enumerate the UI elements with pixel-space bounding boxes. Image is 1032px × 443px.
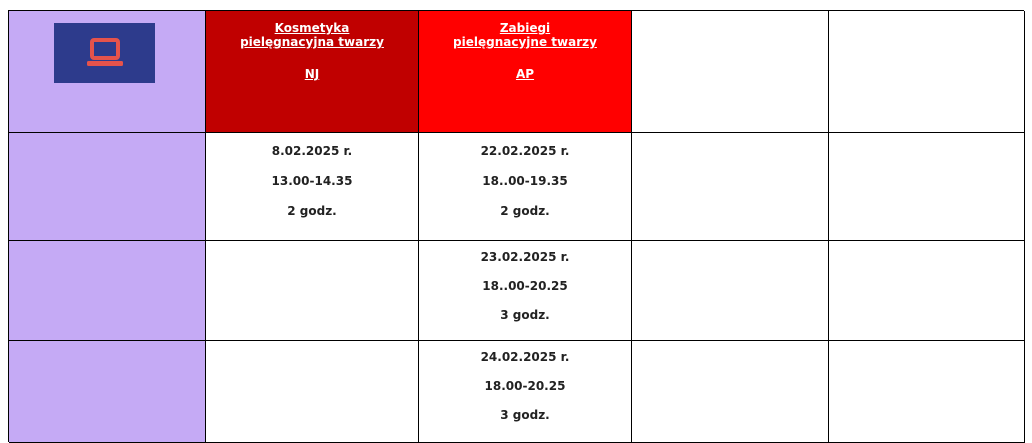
row3-course1-cell	[206, 341, 419, 443]
course1-header[interactable]	[206, 21, 418, 81]
session-hours: 3 godz.	[500, 308, 550, 322]
row1-empty-cell-4	[632, 133, 829, 241]
row3-empty-cell-5	[829, 341, 1025, 443]
session-hours: 3 godz.	[500, 408, 550, 422]
row2-course1-cell	[206, 241, 419, 341]
session-date: 8.02.2025 r.	[271, 144, 353, 158]
row1-course2-cell	[419, 133, 632, 241]
row2-empty-cell-5	[829, 241, 1025, 341]
empty-header-cell-4	[632, 11, 829, 133]
session-date: 24.02.2025 r.	[480, 350, 570, 364]
row1-course1-cell	[206, 133, 419, 241]
session-time: 18.00-20.25	[484, 379, 566, 393]
course2-header-cell	[419, 11, 632, 133]
header-icon-cell	[9, 11, 206, 133]
session-time: 18..00-20.25	[482, 279, 568, 293]
session-time: 18..00-19.35	[482, 174, 568, 188]
row2-side-cell	[9, 241, 206, 341]
laptop-icon-tile	[54, 23, 155, 83]
course1-instructor-code[interactable]: NJ	[304, 67, 320, 81]
session-date: 23.02.2025 r.	[480, 250, 570, 264]
course2-title-line2[interactable]: pielęgnacyjne twarzy	[453, 35, 597, 49]
session-time: 13.00-14.35	[271, 174, 353, 188]
session-hours: 2 godz.	[500, 204, 550, 218]
course2-title-line1[interactable]: Zabiegi	[499, 21, 551, 35]
empty-header-cell-5	[829, 11, 1025, 133]
course2-header[interactable]	[419, 21, 631, 81]
laptop-icon	[85, 37, 125, 69]
row1-side-cell	[9, 133, 206, 241]
row2-empty-cell-4	[632, 241, 829, 341]
course2-instructor-code[interactable]: AP	[515, 67, 535, 81]
row3-course2-cell	[419, 341, 632, 443]
session-hours: 2 godz.	[287, 204, 337, 218]
row3-side-cell	[9, 341, 206, 443]
row2-course2-cell	[419, 241, 632, 341]
session-date: 22.02.2025 r.	[480, 144, 570, 158]
course1-header-cell	[206, 11, 419, 133]
schedule-table	[8, 10, 1024, 442]
course1-title-line2[interactable]: pielęgnacyjna twarzy	[240, 35, 384, 49]
row3-empty-cell-4	[632, 341, 829, 443]
row1-empty-cell-5	[829, 133, 1025, 241]
course1-title-line1[interactable]: Kosmetyka	[274, 21, 350, 35]
